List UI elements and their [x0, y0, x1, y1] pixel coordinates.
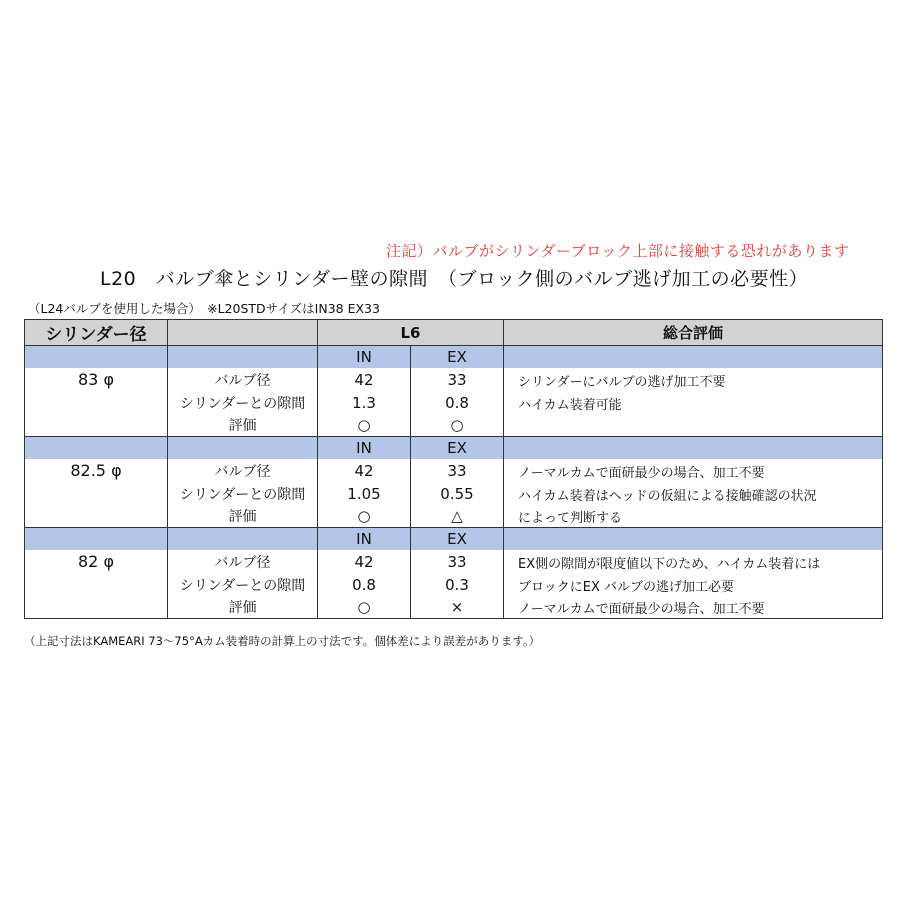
blank-cell [25, 414, 168, 437]
in-rating: ○ [318, 596, 411, 619]
ex-rating: × [411, 596, 504, 619]
table-row [25, 596, 883, 619]
ex-column-label: EX [411, 528, 504, 551]
table-row [25, 392, 883, 414]
cylinder-size: 82 φ [25, 550, 168, 574]
blank-cell [25, 505, 168, 528]
ex-column-label: EX [411, 437, 504, 460]
table-row [25, 414, 883, 437]
in-value: 42 [318, 368, 411, 392]
header-l6: L6 [318, 320, 504, 346]
comment: EX側の隙間が限度値以下のため、ハイカム装着には [504, 550, 883, 574]
row-label: 評価 [168, 505, 318, 528]
band-blank [25, 528, 168, 551]
blank-cell [25, 392, 168, 414]
ex-rating: ○ [411, 414, 504, 437]
header-overall: 総合評価 [504, 320, 883, 346]
comment: シリンダーにバルブの逃げ加工不要 [504, 368, 883, 392]
in-column-label: IN [318, 437, 411, 460]
band-blank [168, 346, 318, 369]
comment: ノーマルカムで面研最少の場合、加工不要 [504, 459, 883, 483]
comment: ハイカム装着可能 [504, 392, 883, 414]
comment: ブロックにEX バルブの逃げ加工必要 [504, 574, 883, 596]
table-header-row [25, 320, 883, 346]
comment: ハイカム装着はヘッドの仮組による接触確認の状況 [504, 483, 883, 505]
ex-value: 0.3 [411, 574, 504, 596]
in-value: 0.8 [318, 574, 411, 596]
footer-note: （上記寸法はKAMEARI 73～75°Aカム装着時の計算上の寸法です。個体差により誤差があります。） [24, 634, 541, 648]
ex-rating: △ [411, 505, 504, 528]
in-value: 1.3 [318, 392, 411, 414]
band-blank [25, 346, 168, 369]
band-blank [168, 437, 318, 460]
valve-clearance-table [24, 319, 883, 619]
section-header-row [25, 437, 883, 460]
row-label: 評価 [168, 596, 318, 619]
table-row [25, 550, 883, 574]
section-header-row [25, 528, 883, 551]
band-blank [25, 437, 168, 460]
table-row [25, 505, 883, 528]
table-row [25, 368, 883, 392]
page-subtitle: （L24バルブを使用した場合） ※L20STDサイズはIN38 EX33 [28, 301, 380, 316]
ex-value: 0.55 [411, 483, 504, 505]
cylinder-size: 83 φ [25, 368, 168, 392]
in-column-label: IN [318, 346, 411, 369]
in-rating: ○ [318, 414, 411, 437]
blank-cell [25, 596, 168, 619]
in-rating: ○ [318, 505, 411, 528]
row-label: シリンダーとの隙間 [168, 483, 318, 505]
page-title: L20 バルブ傘とシリンダー壁の隙間 （ブロック側のバルブ逃げ加工の必要性） [100, 268, 809, 290]
table-row [25, 483, 883, 505]
table-row [25, 459, 883, 483]
section-header-row [25, 346, 883, 369]
table-row [25, 574, 883, 596]
ex-value: 33 [411, 550, 504, 574]
row-label: シリンダーとの隙間 [168, 392, 318, 414]
band-blank [504, 346, 883, 369]
comment: によって判断する [504, 505, 883, 528]
in-value: 1.05 [318, 483, 411, 505]
row-label: シリンダーとの隙間 [168, 574, 318, 596]
blank-cell [25, 574, 168, 596]
in-value: 42 [318, 550, 411, 574]
band-blank [504, 437, 883, 460]
ex-column-label: EX [411, 346, 504, 369]
comment [504, 414, 883, 437]
band-blank [504, 528, 883, 551]
header-blank [168, 320, 318, 346]
ex-value: 33 [411, 368, 504, 392]
cylinder-size: 82.5 φ [25, 459, 168, 483]
comment: ノーマルカムで面研最少の場合、加工不要 [504, 596, 883, 619]
row-label: バルブ径 [168, 459, 318, 483]
row-label: バルブ径 [168, 368, 318, 392]
row-label: バルブ径 [168, 550, 318, 574]
ex-value: 33 [411, 459, 504, 483]
ex-value: 0.8 [411, 392, 504, 414]
in-value: 42 [318, 459, 411, 483]
warning-note: 注記）バルブがシリンダーブロック上部に接触する恐れがあります [386, 242, 850, 260]
blank-cell [25, 483, 168, 505]
row-label: 評価 [168, 414, 318, 437]
header-cylinder: シリンダー径 [25, 320, 168, 346]
in-column-label: IN [318, 528, 411, 551]
band-blank [168, 528, 318, 551]
